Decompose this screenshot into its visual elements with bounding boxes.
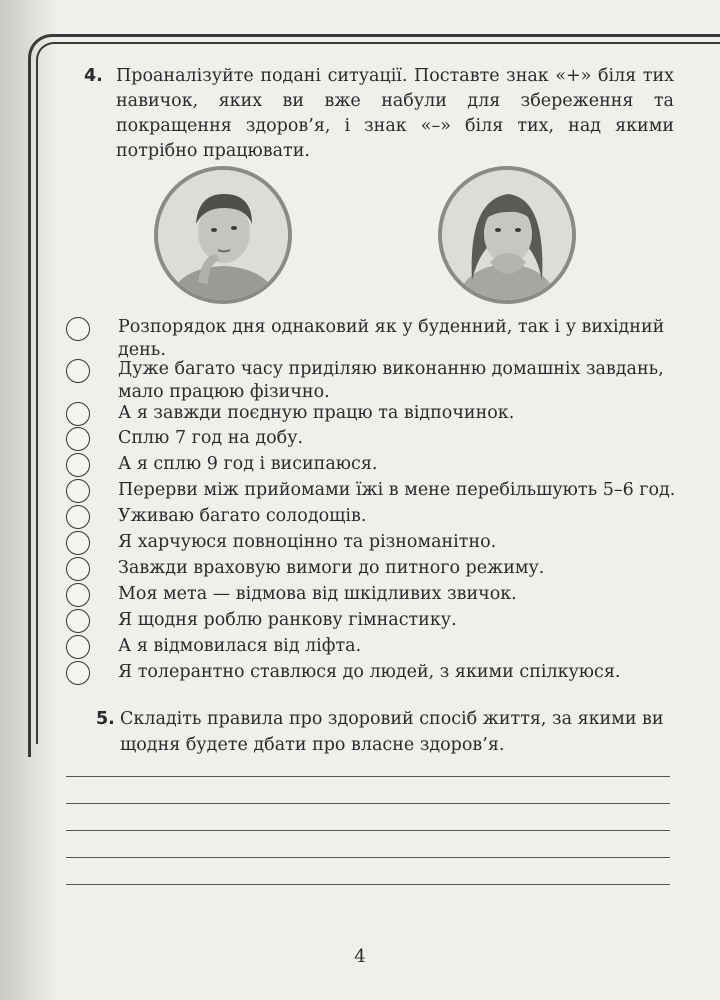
answer-circle[interactable] (66, 402, 90, 426)
list-item (66, 583, 686, 609)
task-5 (96, 706, 676, 758)
list-item-text: Я толерантно ставлюся до людей, з якими спілкуюся. (118, 662, 621, 682)
answer-line-3[interactable] (66, 830, 670, 831)
answer-circle[interactable] (66, 453, 90, 477)
answer-circle[interactable] (66, 479, 90, 503)
girl-worried-photo (438, 166, 576, 304)
answer-line-4[interactable] (66, 857, 670, 858)
answer-line-5[interactable] (66, 884, 670, 885)
list-item (66, 427, 686, 453)
answer-circle[interactable] (66, 359, 90, 383)
list-item-text: А я відмовилася від ліфта. (118, 636, 362, 656)
task-5-instruction: Складіть правила про здоровий спосіб життя, за якими ви щодня будете дбати про власне здоров’я. (120, 709, 664, 755)
answer-circle[interactable] (66, 557, 90, 581)
list-item-text: Сплю 7 год на добу. (118, 428, 304, 448)
answer-circle[interactable] (66, 317, 90, 341)
boy-thinking-photo (154, 166, 292, 304)
answer-circle[interactable] (66, 635, 90, 659)
answer-circle[interactable] (66, 661, 90, 685)
answer-line-2[interactable] (66, 803, 670, 804)
task-4-instruction: Проаналізуйте подані ситуації. Поставте знак «+» біля тих навичок, яких ви вже набули для збереження та покращення здоров’я, і знак «–» біля тих, над якими потрібно працювати. (116, 66, 674, 161)
list-item-text: Дуже багато часу приділяю виконанню домашніх завдань, мало працюю фізично. (118, 359, 664, 402)
list-item (66, 316, 686, 362)
answer-circle[interactable] (66, 531, 90, 555)
answer-circle[interactable] (66, 609, 90, 633)
answer-circle[interactable] (66, 505, 90, 529)
answer-circle[interactable] (66, 583, 90, 607)
list-item (66, 531, 686, 557)
list-item-text: Уживаю багато солодощів. (118, 506, 367, 526)
task-5-number: 5. (96, 709, 115, 729)
list-item (66, 635, 686, 661)
list-item-text: А я завжди поєдную працю та відпочинок. (118, 403, 515, 423)
list-item (66, 661, 686, 687)
answer-line-1[interactable] (66, 776, 670, 777)
list-item (66, 402, 686, 427)
list-item (66, 609, 686, 635)
list-item (66, 479, 686, 505)
list-item-text: Розпорядок дня однаковий як у буденний, так і у вихідний день. (118, 317, 665, 360)
answer-circle[interactable] (66, 427, 90, 451)
task-4 (84, 64, 674, 164)
list-item-text: А я сплю 9 год і висипаюся. (118, 454, 378, 474)
girl-worried-illustration (442, 170, 572, 300)
list-item (66, 557, 686, 583)
list-item-text: Я щодня роблю ранкову гімнастику. (118, 610, 457, 630)
boy-thinking-illustration (158, 170, 288, 300)
list-item-text: Завжди враховую вимоги до питного режиму. (118, 558, 545, 578)
list-item (66, 453, 686, 479)
list-item-text: Перерви між прийомами їжі в мене перебільшують 5–6 год. (118, 480, 676, 500)
situations-checklist (66, 316, 686, 687)
list-item (66, 358, 686, 404)
list-item-text: Я харчуюся повноцінно та різноманітно. (118, 532, 497, 552)
list-item-text: Моя мета — відмова від шкідливих звичок. (118, 584, 517, 604)
page-number: 4 (354, 946, 366, 967)
list-item (66, 505, 686, 531)
task-4-number: 4. (84, 66, 103, 86)
